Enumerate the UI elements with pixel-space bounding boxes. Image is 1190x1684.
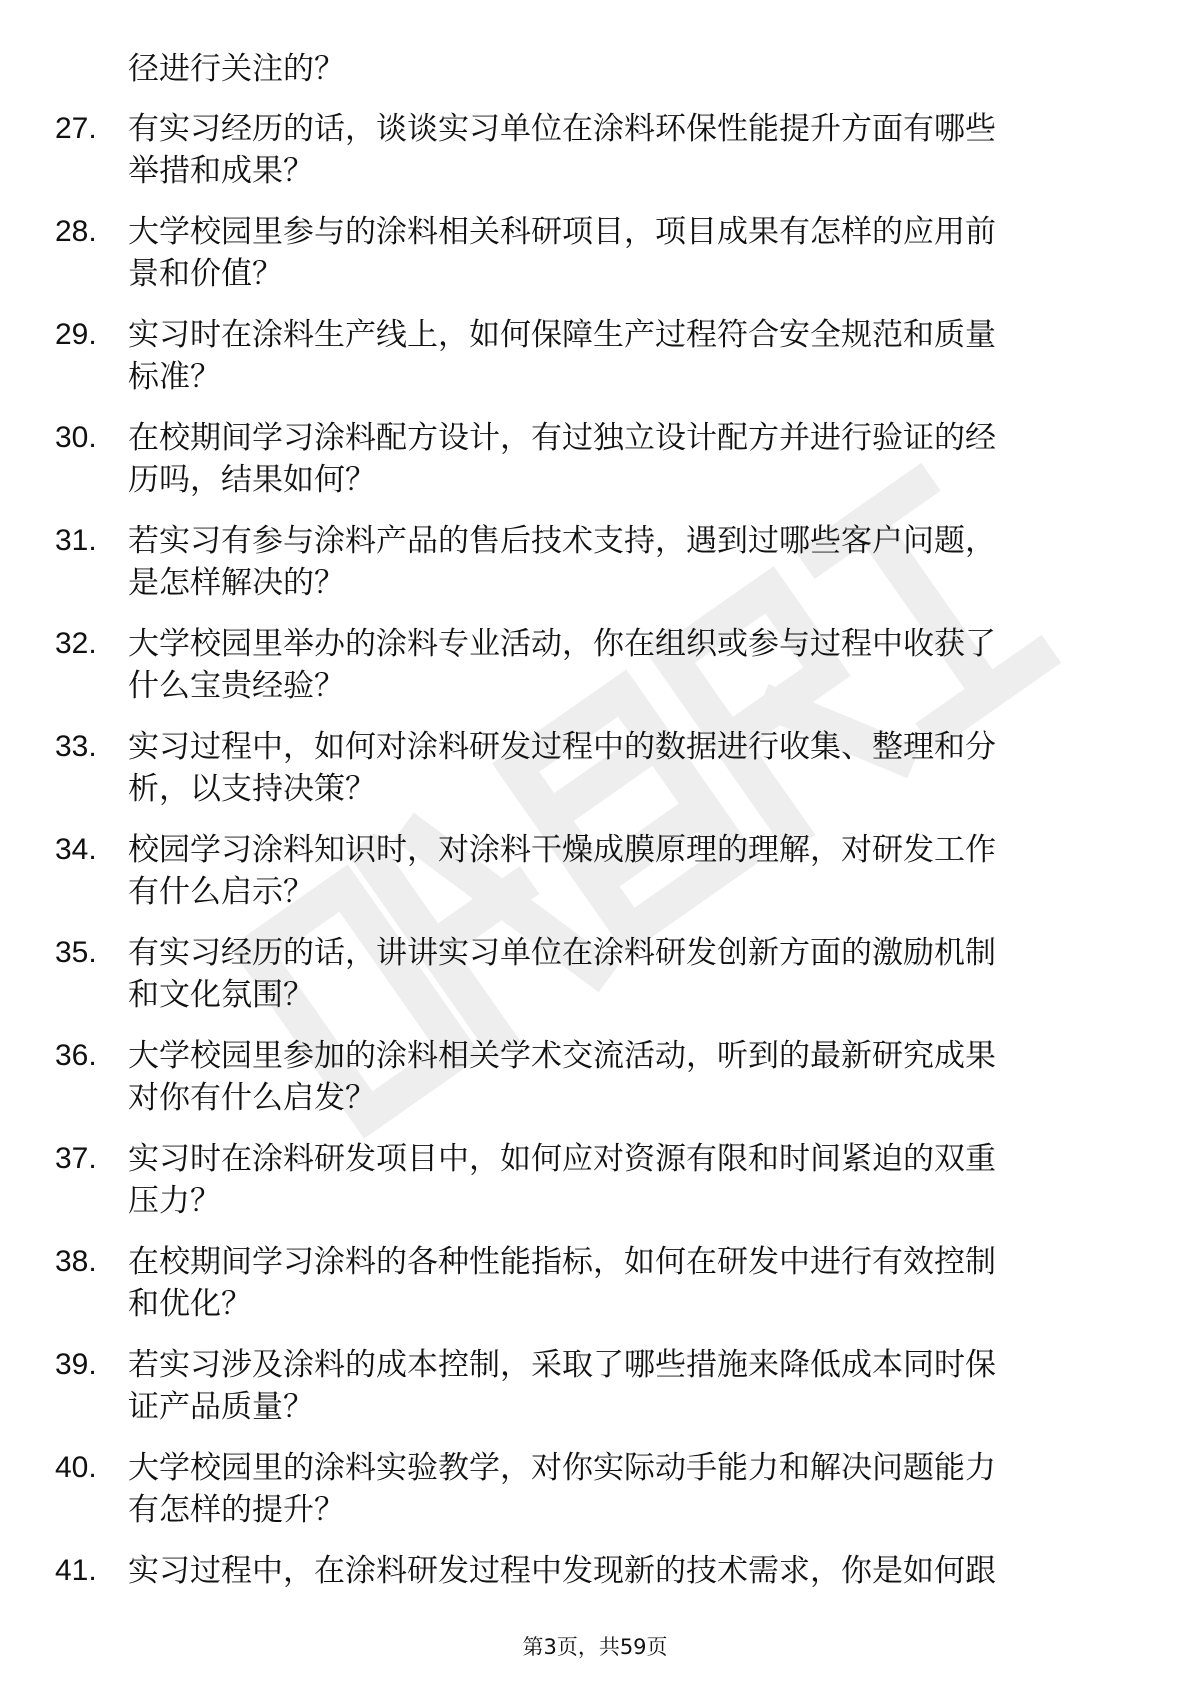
question-text: 有实习经历的话，讲讲实习单位在涂料研发创新方面的激励机制 [128,935,996,971]
page-number-footer: 第3页，共59页 [522,1635,668,1659]
question-text: 在校期间学习涂料的各种性能指标，如何在研发中进行有效控制 [128,1244,996,1280]
question-text: 实习过程中，如何对涂料研发过程中的数据进行收集、整理和分 [128,729,996,765]
question-number: 41. [55,1554,97,1587]
question-number: 33. [55,730,97,763]
question-text-continued: 什么宝贵经验？ [128,668,345,704]
list-item [0,314,1190,410]
list-item [0,211,1190,307]
question-text-continued: 对你有什么启发？ [128,1080,376,1116]
list-item [0,1241,1190,1337]
question-text: 若实习涉及涂料的成本控制，采取了哪些措施来降低成本同时保 [128,1347,996,1383]
question-text: 实习时在涂料生产线上，如何保障生产过程符合安全规范和质量 [128,317,996,353]
question-text: 实习时在涂料研发项目中，如何应对资源有限和时间紧迫的双重 [128,1141,996,1177]
question-text-continued: 景和价值？ [128,256,283,292]
question-text: 大学校园里举办的涂料专业活动，你在组织或参与过程中收获了 [128,626,996,662]
list-item [0,932,1190,1028]
question-number: 34. [55,833,97,866]
question-number: 30. [55,421,97,454]
continued-question-text: 径进行关注的？ [128,51,345,87]
list-item [0,726,1190,822]
question-number: 29. [55,318,97,351]
question-text-continued: 证产品质量？ [128,1389,314,1425]
question-text-continued: 举措和成果？ [128,153,314,189]
list-item [0,829,1190,925]
question-text: 若实习有参与涂料产品的售后技术支持，遇到过哪些客户问题， [128,523,996,559]
list-item [0,1550,1190,1600]
question-text-continued: 是怎样解决的？ [128,565,345,601]
question-text: 大学校园里的涂料实验教学，对你实际动手能力和解决问题能力 [128,1450,996,1486]
question-number: 36. [55,1039,97,1072]
question-text-continued: 标准？ [128,359,221,395]
list-item [0,108,1190,204]
list-item [0,1035,1190,1131]
question-text-continued: 历吗，结果如何？ [128,462,376,498]
question-number: 28. [55,215,97,248]
question-text-continued: 和优化？ [128,1286,252,1322]
question-text: 实习过程中，在涂料研发过程中发现新的技术需求，你是如何跟 [128,1553,996,1589]
question-number: 38. [55,1245,97,1278]
question-number: 31. [55,524,97,557]
list-item [0,623,1190,719]
question-number: 27. [55,112,97,145]
question-number: 37. [55,1142,97,1175]
question-text: 在校期间学习涂料配方设计，有过独立设计配方并进行验证的经 [128,420,996,456]
question-text-continued: 有什么启示？ [128,874,314,910]
question-number: 32. [55,627,97,660]
question-text-continued: 析，以支持决策？ [128,771,376,807]
list-item [0,1138,1190,1234]
list-item [0,1344,1190,1440]
question-text: 校园学习涂料知识时，对涂料干燥成膜原理的理解，对研发工作 [128,832,996,868]
question-text-continued: 有怎样的提升？ [128,1492,345,1528]
question-list [0,108,1190,1600]
list-item [0,520,1190,616]
question-number: 39. [55,1348,97,1381]
question-number: 40. [55,1451,97,1484]
question-text: 大学校园里参与的涂料相关科研项目，项目成果有怎样的应用前 [128,214,996,250]
question-number: 35. [55,936,97,969]
question-text-continued: 和文化氛围？ [128,977,314,1013]
question-text: 大学校园里参加的涂料相关学术交流活动，听到的最新研究成果 [128,1038,996,1074]
question-text: 有实习经历的话，谈谈实习单位在涂料环保性能提升方面有哪些 [128,111,996,147]
list-item [0,1447,1190,1543]
list-item [0,417,1190,513]
question-text-continued: 压力？ [128,1183,221,1219]
